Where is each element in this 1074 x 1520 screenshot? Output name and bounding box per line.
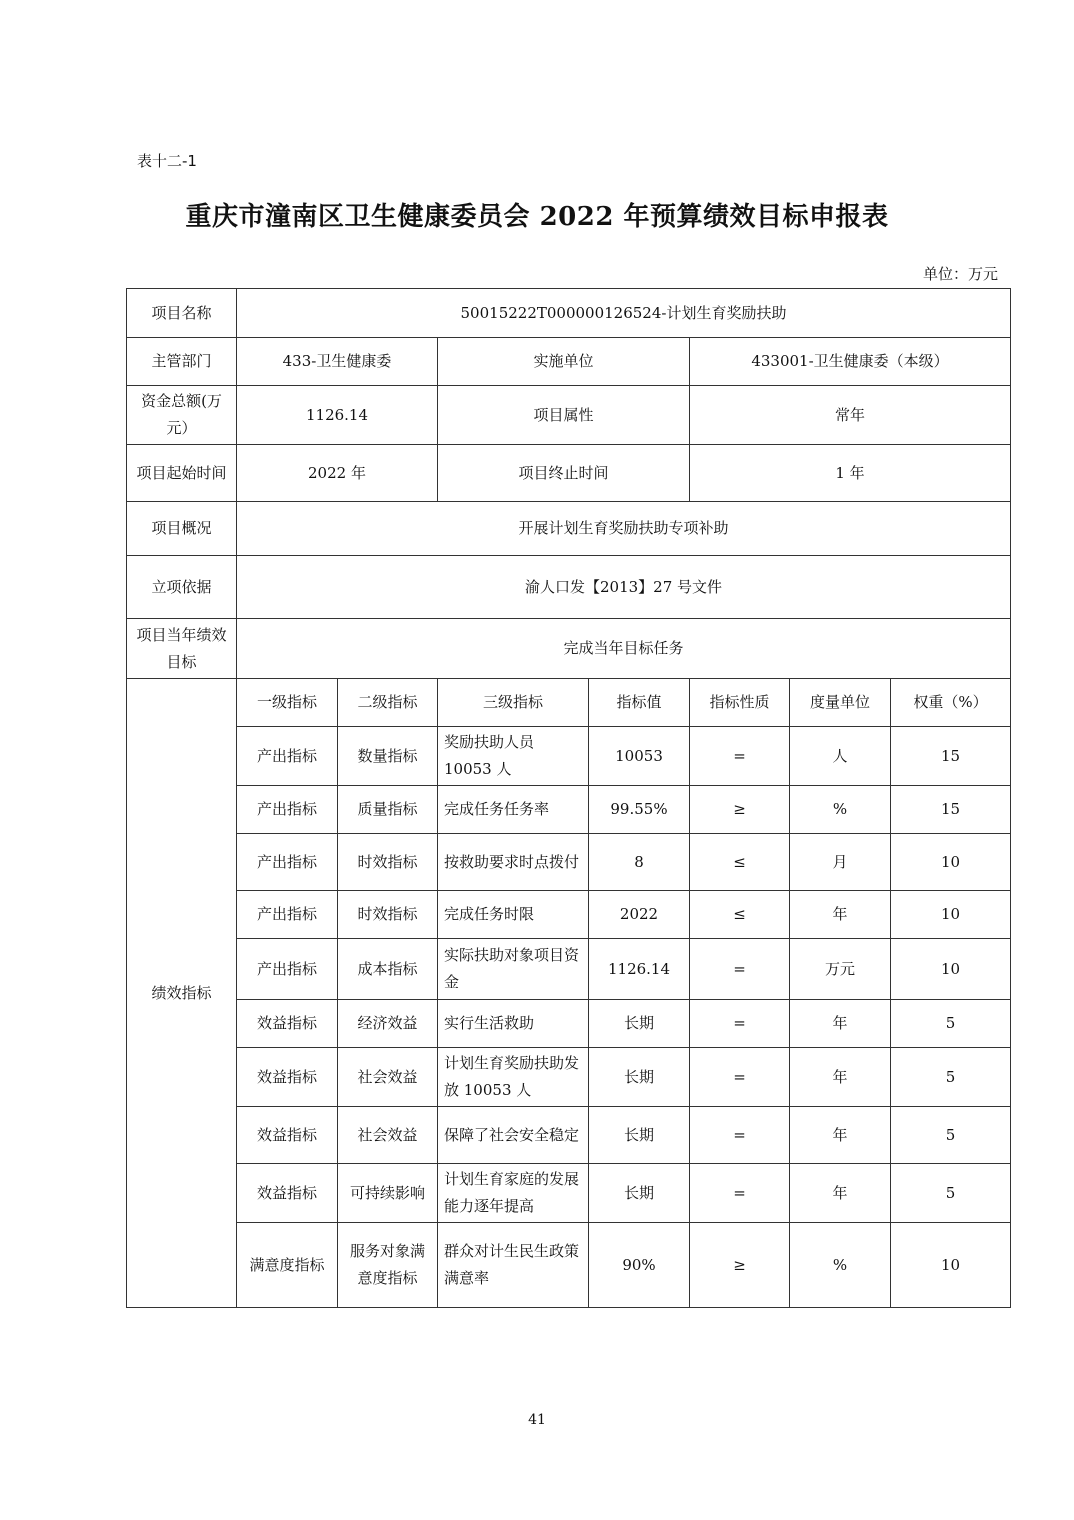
table-row — [127, 1000, 1011, 1048]
header-level2: 二级指标 — [338, 679, 438, 727]
goal-value: 完成当年目标任务 — [237, 619, 1011, 679]
table-row — [127, 786, 1011, 834]
cell-weight: 10 — [891, 939, 1011, 1000]
cell-value: 长期 — [589, 1107, 690, 1164]
unit-label: 单位：万元 — [922, 265, 998, 283]
overview-label: 项目概况 — [127, 502, 237, 556]
header-level3: 三级指标 — [438, 679, 589, 727]
cell-level1: 产出指标 — [237, 939, 338, 1000]
cell-value: 长期 — [589, 1164, 690, 1223]
cell-weight: 5 — [891, 1000, 1011, 1048]
end-label: 项目终止时间 — [438, 445, 690, 502]
header-weight: 权重（%） — [891, 679, 1011, 727]
cell-weight: 15 — [891, 786, 1011, 834]
cell-unit: 月 — [790, 834, 891, 891]
cell-value: 2022 — [589, 891, 690, 939]
cell-weight: 5 — [891, 1164, 1011, 1223]
dept-label: 主管部门 — [127, 338, 237, 386]
cell-value: 90% — [589, 1223, 690, 1308]
cell-level3: 完成任务任务率 — [438, 786, 589, 834]
dept-value: 433-卫生健康委 — [237, 338, 438, 386]
performance-indicator-label: 绩效指标 — [127, 679, 237, 1308]
start-label: 项目起始时间 — [127, 445, 237, 502]
cell-weight: 10 — [891, 891, 1011, 939]
table-row — [127, 727, 1011, 786]
cell-nature: ≤ — [690, 834, 790, 891]
attr-value: 常年 — [690, 386, 1011, 445]
cell-unit: 万元 — [790, 939, 891, 1000]
fund-value: 1126.14 — [237, 386, 438, 445]
cell-unit: 人 — [790, 727, 891, 786]
table-row — [127, 834, 1011, 891]
cell-level1: 效益指标 — [237, 1107, 338, 1164]
table-row — [127, 891, 1011, 939]
cell-level1: 效益指标 — [237, 1000, 338, 1048]
table-row — [127, 1107, 1011, 1164]
impl-value: 433001-卫生健康委（本级） — [690, 338, 1011, 386]
cell-level1: 效益指标 — [237, 1048, 338, 1107]
cell-nature: = — [690, 939, 790, 1000]
attr-label: 项目属性 — [438, 386, 690, 445]
budget-performance-table — [126, 288, 1011, 1308]
cell-level2: 经济效益 — [338, 1000, 438, 1048]
cell-value: 长期 — [589, 1048, 690, 1107]
end-value: 1 年 — [690, 445, 1011, 502]
indicator-header-row — [127, 679, 1011, 727]
project-name-label: 项目名称 — [127, 289, 237, 338]
cell-level2: 数量指标 — [338, 727, 438, 786]
cell-weight: 5 — [891, 1048, 1011, 1107]
cell-level1: 产出指标 — [237, 891, 338, 939]
cell-value: 99.55% — [589, 786, 690, 834]
cell-level1: 效益指标 — [237, 1164, 338, 1223]
cell-level1: 满意度指标 — [237, 1223, 338, 1308]
project-name-value: 50015222T000000126524-计划生育奖励扶助 — [237, 289, 1011, 338]
cell-weight: 15 — [891, 727, 1011, 786]
cell-unit: 年 — [790, 891, 891, 939]
cell-unit: % — [790, 1223, 891, 1308]
header-unit: 度量单位 — [790, 679, 891, 727]
table-row — [127, 939, 1011, 1000]
cell-level2: 成本指标 — [338, 939, 438, 1000]
header-value: 指标值 — [589, 679, 690, 727]
basis-value: 渝人口发【2013】27 号文件 — [237, 556, 1011, 619]
cell-level3: 保障了社会安全稳定 — [438, 1107, 589, 1164]
cell-level2: 质量指标 — [338, 786, 438, 834]
cell-level3: 计划生育家庭的发展能力逐年提高 — [438, 1164, 589, 1223]
cell-level2: 社会效益 — [338, 1107, 438, 1164]
cell-unit: 年 — [790, 1107, 891, 1164]
row-fund — [127, 386, 1011, 445]
cell-level3: 群众对计生民生政策满意率 — [438, 1223, 589, 1308]
cell-level3: 计划生育奖励扶助发放 10053 人 — [438, 1048, 589, 1107]
cell-value: 长期 — [589, 1000, 690, 1048]
basis-label: 立项依据 — [127, 556, 237, 619]
cell-nature: ≤ — [690, 891, 790, 939]
cell-nature: ≥ — [690, 786, 790, 834]
document-title: 重庆市潼南区卫生健康委员会 2022 年预算绩效目标申报表 — [185, 202, 889, 232]
cell-weight: 5 — [891, 1107, 1011, 1164]
table-row — [127, 1048, 1011, 1107]
row-goal — [127, 619, 1011, 679]
impl-label: 实施单位 — [438, 338, 690, 386]
cell-unit: 年 — [790, 1000, 891, 1048]
cell-unit: 年 — [790, 1048, 891, 1107]
cell-value: 10053 — [589, 727, 690, 786]
cell-level3: 实际扶助对象项目资金 — [438, 939, 589, 1000]
page-number: 41 — [528, 1412, 546, 1428]
goal-label: 项目当年绩效目标 — [127, 619, 237, 679]
overview-value: 开展计划生育奖励扶助专项补助 — [237, 502, 1011, 556]
row-project-name — [127, 289, 1011, 338]
cell-nature: = — [690, 1107, 790, 1164]
cell-level3: 实行生活救助 — [438, 1000, 589, 1048]
row-time — [127, 445, 1011, 502]
header-level1: 一级指标 — [237, 679, 338, 727]
cell-unit: 年 — [790, 1164, 891, 1223]
cell-nature: = — [690, 727, 790, 786]
cell-value: 1126.14 — [589, 939, 690, 1000]
row-overview — [127, 502, 1011, 556]
cell-level3: 按救助要求时点拨付 — [438, 834, 589, 891]
cell-level2: 社会效益 — [338, 1048, 438, 1107]
cell-nature: ≥ — [690, 1223, 790, 1308]
cell-level3: 奖励扶助人员 10053 人 — [438, 727, 589, 786]
cell-unit: % — [790, 786, 891, 834]
cell-value: 8 — [589, 834, 690, 891]
header-nature: 指标性质 — [690, 679, 790, 727]
cell-level2: 时效指标 — [338, 891, 438, 939]
cell-level2: 可持续影响 — [338, 1164, 438, 1223]
cell-level1: 产出指标 — [237, 834, 338, 891]
cell-level2: 时效指标 — [338, 834, 438, 891]
cell-nature: = — [690, 1048, 790, 1107]
cell-nature: = — [690, 1000, 790, 1048]
table-row — [127, 1164, 1011, 1223]
fund-label: 资金总额(万元） — [127, 386, 237, 445]
row-department — [127, 338, 1011, 386]
start-value: 2022 年 — [237, 445, 438, 502]
cell-nature: = — [690, 1164, 790, 1223]
cell-level2: 服务对象满意度指标 — [338, 1223, 438, 1308]
cell-level1: 产出指标 — [237, 786, 338, 834]
cell-level1: 产出指标 — [237, 727, 338, 786]
cell-weight: 10 — [891, 1223, 1011, 1308]
cell-weight: 10 — [891, 834, 1011, 891]
table-row — [127, 1223, 1011, 1308]
row-basis — [127, 556, 1011, 619]
cell-level3: 完成任务时限 — [438, 891, 589, 939]
table-number: 表十二-1 — [137, 152, 197, 170]
